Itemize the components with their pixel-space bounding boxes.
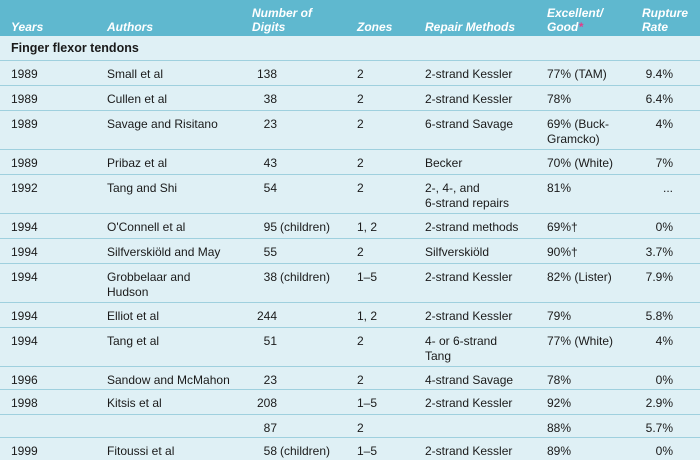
cell-authors: Pribaz et al [107,156,168,170]
table-body [0,60,700,460]
cell-digits [252,67,352,82]
cell-excellent-good: 92% [547,396,572,410]
cell-year: 1989 [11,156,38,170]
cell-digits-count: 54 [263,181,277,195]
cell-digits [252,373,352,388]
cell-rupture-rate: 5.7% [645,421,673,435]
cell-repair-method: 2-strand methods [425,220,519,234]
cell-digits [252,270,352,285]
header-rupture-line1: Rupture [642,6,688,20]
cell-rupture-rate: 5.8% [645,309,673,323]
table-row [0,238,700,263]
cell-rupture-rate: 4% [655,334,673,348]
cell-authors: Tang and Shi [107,181,178,195]
cell-digits [252,156,352,171]
cell-year: 1989 [11,117,38,131]
table-row [0,327,700,366]
cell-rupture-rate: 4% [655,117,673,131]
header-zones: Zones [357,20,393,34]
cell-excellent-good: 81% [547,181,572,195]
cell-year: 1994 [11,334,38,348]
cell-repair-method: 4- or 6-strand Tang [425,334,498,363]
cell-excellent-good: 90%† [547,245,578,259]
cell-rupture-rate: 0% [655,373,673,387]
cell-zones: 2 [357,245,364,259]
cell-repair-method: 2-strand Kessler [425,67,513,81]
header-excellent-line1: Excellent/ [547,6,604,20]
cell-authors: Fitoussi et al [107,444,175,458]
cell-digits-count: 23 [263,373,277,387]
header-rupture-line2: Rate [642,20,669,34]
cell-excellent-good: 79% [547,309,572,323]
cell-digits-count: 138 [256,67,277,81]
cell-excellent-good: 78% [547,92,572,106]
cell-zones: 2 [357,181,364,195]
cell-repair-method: 2-strand Kessler [425,396,513,410]
cell-rupture-rate: 9.4% [645,67,673,81]
header-rupture-rate [642,6,688,34]
cell-zones: 2 [357,156,364,170]
header-years: Years [11,20,44,34]
cell-digits [252,444,352,459]
cell-zones: 1, 2 [357,220,378,234]
cell-repair-method: 2-strand Kessler [425,309,513,323]
cell-digits [252,421,352,436]
cell-repair-method: 2-strand Kessler [425,270,513,284]
cell-repair-method: 2-, 4-, and 6-strand repairs [425,181,510,210]
cell-year: 1994 [11,309,38,323]
cell-year: 1994 [11,220,38,234]
cell-digits-count: 208 [256,396,277,410]
cell-digits [252,396,352,411]
cell-excellent-good: 89% [547,444,572,458]
cell-authors: Kitsis et al [107,396,162,410]
cell-digits-count: 38 [263,270,277,284]
cell-repair-method: Becker [425,156,463,170]
cell-year: 1994 [11,270,38,284]
header-excellent-line2: Good* [547,20,583,34]
table-row [0,263,700,302]
header-excellent-good [547,6,603,34]
table-header [0,0,700,36]
cell-digits [252,334,352,349]
cell-rupture-rate: ... [662,181,673,195]
cell-digits [252,181,352,196]
table-row [0,149,700,174]
cell-authors: Cullen et al [107,92,168,106]
cell-digits-note: (children) [280,270,331,284]
cell-authors: Silfverskiöld and May [107,245,221,259]
header-authors: Authors [107,20,153,34]
cell-zones: 1, 2 [357,309,378,323]
cell-digits-count: 38 [263,92,277,106]
cell-year: 1989 [11,67,38,81]
cell-digits [252,245,352,260]
cell-excellent-good: 77% (TAM) [547,67,607,81]
cell-rupture-rate: 0% [655,220,673,234]
cell-zones: 2 [357,117,364,131]
cell-year: 1998 [11,396,38,410]
cell-zones: 1–5 [357,396,378,410]
cell-zones: 2 [357,92,364,106]
cell-authors: Grobbelaar and Hudson [107,270,191,299]
cell-repair-method: 4-strand Savage [425,373,514,387]
cell-excellent-good: 69% (Buck- Gramcko) [547,117,610,146]
cell-authors: Small et al [107,67,164,81]
cell-authors: Sandow and McMahon [107,373,230,387]
cell-zones: 1–5 [357,270,378,284]
cell-rupture-rate: 7.9% [645,270,673,284]
cell-digits [252,117,352,132]
cell-digits-count: 87 [263,421,277,435]
section-title: Finger flexor tendons [11,41,139,55]
cell-digits [252,309,352,324]
cell-zones: 2 [357,421,364,435]
cell-repair-method: 2-strand Kessler [425,444,513,458]
table-row [0,174,700,213]
table-row [0,60,700,85]
cell-excellent-good: 82% (Lister) [547,270,612,284]
cell-year: 1999 [11,444,38,458]
cell-digits-count: 51 [263,334,277,348]
cell-zones: 2 [357,373,364,387]
cell-year: 1996 [11,373,38,387]
cell-rupture-rate: 0% [655,444,673,458]
cell-repair-method: 2-strand Kessler [425,92,513,106]
cell-digits-count: 95 [263,220,277,234]
table-row [0,85,700,110]
cell-authors: Tang et al [107,334,160,348]
cell-excellent-good: 77% (White) [547,334,614,348]
header-digits-line1: Number of [252,6,312,20]
cell-authors: Savage and Risitano [107,117,218,131]
cell-digits-count: 23 [263,117,277,131]
header-repair-methods: Repair Methods [425,20,516,34]
cell-rupture-rate: 2.9% [645,396,673,410]
cell-rupture-rate: 7% [655,156,673,170]
table-row [0,302,700,327]
cell-zones: 2 [357,334,364,348]
cell-year: 1992 [11,181,38,195]
cell-repair-method: 6-strand Savage [425,117,514,131]
cell-excellent-good: 88% [547,421,572,435]
cell-rupture-rate: 3.7% [645,245,673,259]
cell-zones: 2 [357,67,364,81]
table-row [0,213,700,238]
cell-digits-count: 244 [256,309,277,323]
cell-excellent-good: 69%† [547,220,578,234]
cell-rupture-rate: 6.4% [645,92,673,106]
cell-authors: O'Connell et al [107,220,186,234]
table-row [0,414,700,437]
cell-digits-note: (children) [280,220,331,234]
cell-digits-note: (children) [280,444,331,458]
table-row [0,389,700,414]
cell-authors: Elliot et al [107,309,160,323]
header-digits [252,6,312,34]
table-row [0,110,700,149]
table-row [0,366,700,389]
cell-year: 1989 [11,92,38,106]
header-digits-line2: Digits [252,20,286,34]
cell-repair-method: Silfverskiöld [425,245,490,259]
cell-excellent-good: 70% (White) [547,156,614,170]
header-excellent-footnote-mark: * [578,20,583,34]
cell-digits-count: 43 [263,156,277,170]
cell-zones: 1–5 [357,444,378,458]
cell-digits [252,92,352,107]
cell-year: 1994 [11,245,38,259]
cell-digits-count: 58 [263,444,277,458]
cell-digits [252,220,352,235]
cell-excellent-good: 78% [547,373,572,387]
cell-digits-count: 55 [263,245,277,259]
